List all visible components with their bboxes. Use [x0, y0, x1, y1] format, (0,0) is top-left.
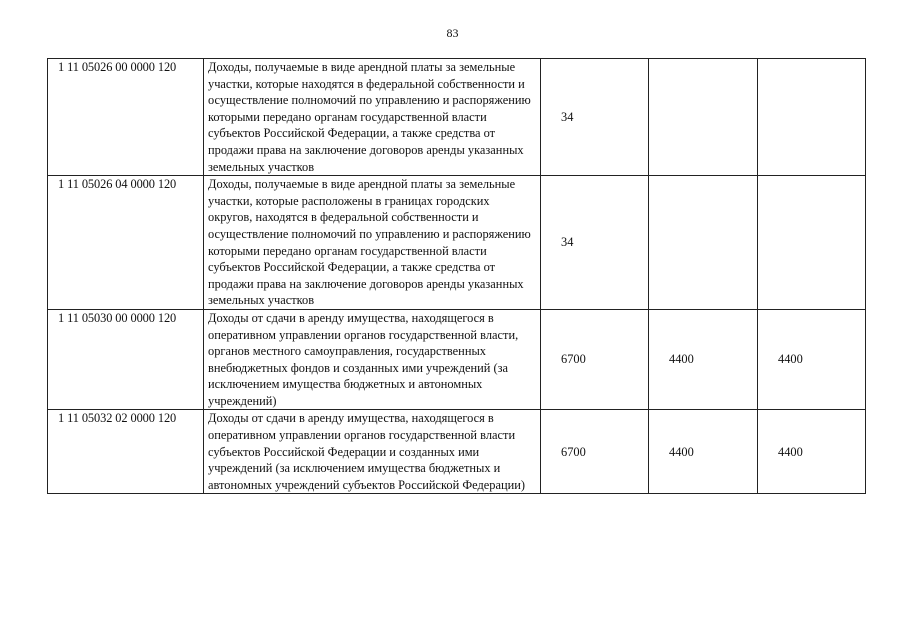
- revenue-table: [47, 58, 866, 494]
- page-number: 83: [446, 26, 459, 40]
- year3-amount-cell: 4400: [758, 309, 866, 410]
- budget-code-cell: 1 11 05026 04 0000 120: [48, 176, 204, 310]
- revenue-name-cell: Доходы, получаемые в виде арендной платы за земельные участки, которые находятся в федеральной собственности и осуществление полномочий по управлению и распоряжению которыми передано органам государственной власти субъектов Российской Федерации, а также средства от продажи права на заключение договоров аренды указанных земельных участков: [204, 59, 541, 176]
- year1-amount-cell: 34: [541, 176, 649, 310]
- year3-amount-cell: [758, 176, 866, 310]
- year3-amount-cell: [758, 59, 866, 176]
- revenue-name-cell: Доходы от сдачи в аренду имущества, находящегося в оперативном управлении органов государственной власти, органов местного самоуправления, государственных внебюджетных фондов и созданных ими учреждений (за исключением имущества бюджетных и автономных учреждений): [204, 309, 541, 410]
- year2-amount-cell: [649, 59, 758, 176]
- table-row: [48, 176, 866, 310]
- year1-amount-cell: 34: [541, 59, 649, 176]
- budget-code-cell: 1 11 05030 00 0000 120: [48, 309, 204, 410]
- year1-amount-cell: 6700: [541, 410, 649, 494]
- budget-code-cell: 1 11 05032 02 0000 120: [48, 410, 204, 494]
- revenue-name-cell: Доходы, получаемые в виде арендной платы за земельные участки, которые расположены в границах городских округов, находятся в федеральной собственности и осуществление полномочий по управлению и распоряжению которыми передано органам государственной власти субъектов Российской Федерации, а также средства от продажи права на заключение договоров аренды указанных земельных участков: [204, 176, 541, 310]
- table-row: [48, 410, 866, 494]
- year2-amount-cell: [649, 176, 758, 310]
- budget-code-cell: 1 11 05026 00 0000 120: [48, 59, 204, 176]
- revenue-name-cell: Доходы от сдачи в аренду имущества, находящегося в оперативном управлении органов государственной власти субъектов Российской Федерации и созданных ими учреждений (за исключением имущества бюджетных и автономных учреждений субъектов Российской Федерации): [204, 410, 541, 494]
- year2-amount-cell: 4400: [649, 309, 758, 410]
- year1-amount-cell: 6700: [541, 309, 649, 410]
- table-row: [48, 309, 866, 410]
- year2-amount-cell: 4400: [649, 410, 758, 494]
- table-row: [48, 59, 866, 176]
- year3-amount-cell: 4400: [758, 410, 866, 494]
